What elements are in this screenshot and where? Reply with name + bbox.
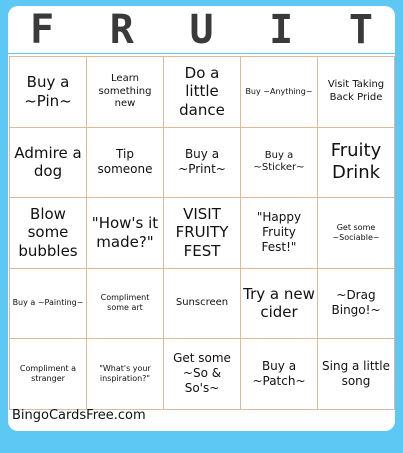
bingo-cell[interactable]: Visit Taking Back Pride <box>318 57 395 128</box>
bingo-cell[interactable]: Tip someone <box>87 128 164 199</box>
bingo-cell[interactable]: Compliment a stranger <box>10 339 87 410</box>
title-letter-u: U <box>189 6 214 53</box>
bingo-cell[interactable]: "What's your inspiration?" <box>87 339 164 410</box>
bingo-cell[interactable]: Admire a dog <box>10 128 87 199</box>
bingo-cell[interactable]: Fruity Drink <box>318 128 395 199</box>
bingo-cell[interactable]: Do a little dance <box>164 57 241 128</box>
footer-credit: BingoCardsFree.com <box>12 408 146 423</box>
bingo-cell[interactable]: VISIT FRUITY FEST <box>164 198 241 269</box>
title-letter-t: T <box>348 6 373 53</box>
bingo-cell[interactable]: Blow some bubbles <box>10 198 87 269</box>
bingo-cell[interactable]: ~Drag Bingo!~ <box>318 269 395 340</box>
bingo-grid <box>9 56 395 410</box>
bingo-cell[interactable]: Try a new cider <box>241 269 318 340</box>
bingo-cell[interactable]: Buy a ~Pin~ <box>10 57 87 128</box>
bingo-cell[interactable]: Buy a ~Patch~ <box>241 339 318 410</box>
bingo-cell[interactable]: Get some ~Sociable~ <box>318 198 395 269</box>
bingo-title <box>8 6 395 54</box>
bingo-cell[interactable]: Buy a ~Sticker~ <box>241 128 318 199</box>
title-letter-i: I <box>269 6 294 53</box>
bingo-cell[interactable]: Get some ~So & So's~ <box>164 339 241 410</box>
bingo-cell[interactable]: Sing a little song <box>318 339 395 410</box>
title-letter-r: R <box>109 6 134 53</box>
bingo-cell[interactable]: Learn something new <box>87 57 164 128</box>
bingo-card <box>8 6 395 431</box>
bingo-cell[interactable]: Compliment some art <box>87 269 164 340</box>
bingo-cell[interactable]: Buy a ~Print~ <box>164 128 241 199</box>
bingo-cell[interactable]: Buy ~Anything~ <box>241 57 318 128</box>
title-letter-f: F <box>30 6 55 53</box>
bingo-cell[interactable]: Sunscreen <box>164 269 241 340</box>
bingo-cell[interactable]: "Happy Fruity Fest!" <box>241 198 318 269</box>
bingo-cell[interactable]: "How's it made?" <box>87 198 164 269</box>
bingo-cell[interactable]: Buy a ~Painting~ <box>10 269 87 340</box>
